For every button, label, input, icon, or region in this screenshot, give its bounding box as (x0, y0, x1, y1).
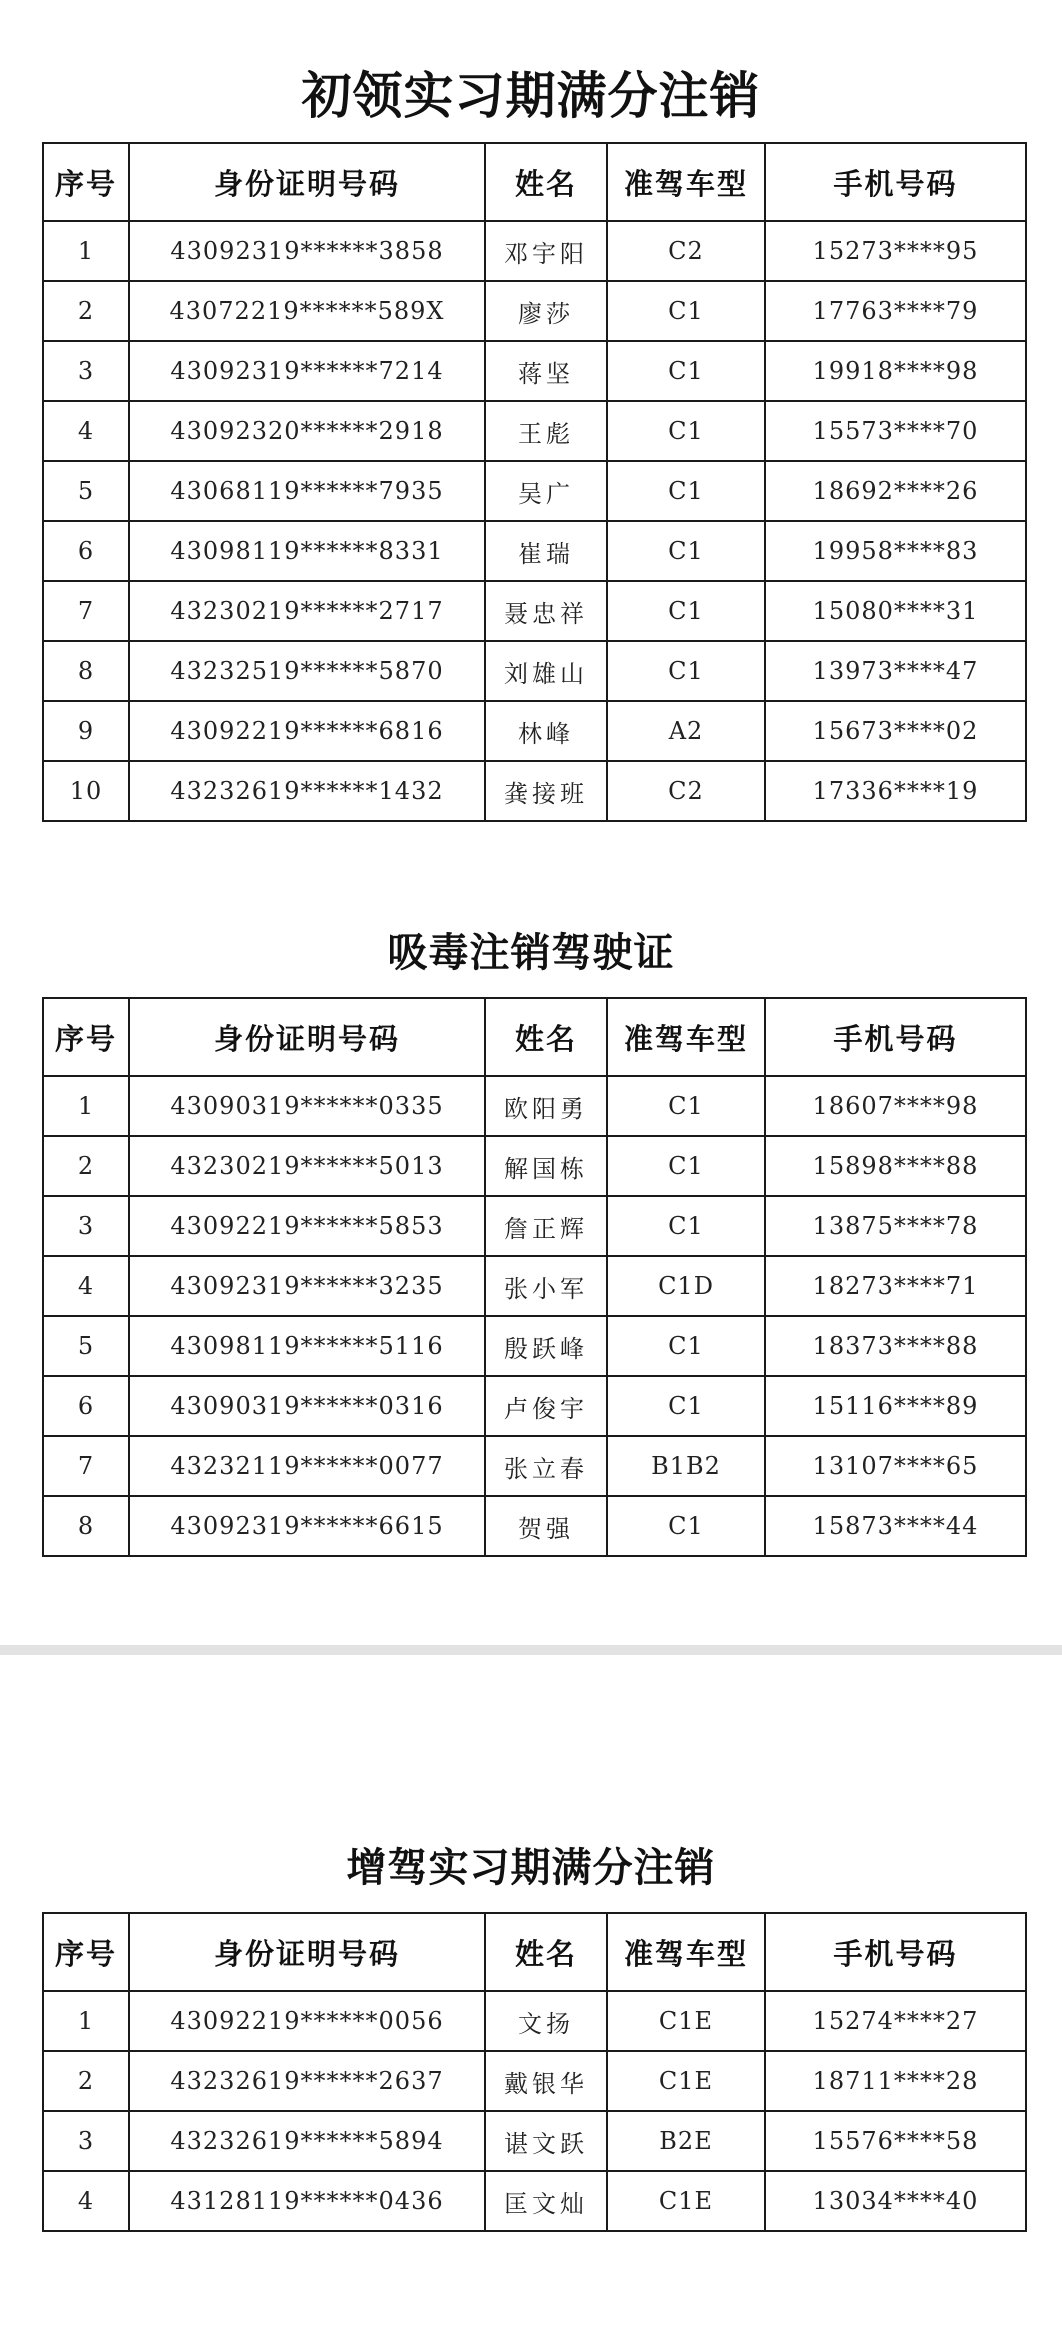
cell-phone: 15873****44 (765, 1496, 1026, 1556)
cell-license-type: C1 (607, 641, 765, 701)
cell-id-number: 43092319******6615 (129, 1496, 485, 1556)
cell-name: 廖莎 (485, 281, 607, 341)
header-id-number: 身份证明号码 (129, 143, 485, 221)
header-name: 姓名 (485, 143, 607, 221)
cell-name: 文扬 (485, 1991, 607, 2051)
cell-license-type: C1E (607, 2051, 765, 2111)
cell-seq: 3 (43, 2111, 129, 2171)
table-header-row (43, 998, 1026, 1076)
cell-name: 匡文灿 (485, 2171, 607, 2231)
table-row (43, 341, 1026, 401)
cell-phone: 15573****70 (765, 401, 1026, 461)
cell-id-number: 43092219******5853 (129, 1196, 485, 1256)
cell-phone: 18607****98 (765, 1076, 1026, 1136)
cell-seq: 2 (43, 281, 129, 341)
cell-name: 林峰 (485, 701, 607, 761)
cell-id-number: 43098119******5116 (129, 1316, 485, 1376)
cell-name: 邓宇阳 (485, 221, 607, 281)
cell-phone: 15898****88 (765, 1136, 1026, 1196)
table-row (43, 1436, 1026, 1496)
cell-phone: 15273****95 (765, 221, 1026, 281)
table-row (43, 1076, 1026, 1136)
cell-id-number: 43092219******0056 (129, 1991, 485, 2051)
cell-seq: 8 (43, 1496, 129, 1556)
cell-id-number: 43232119******0077 (129, 1436, 485, 1496)
cell-name: 聂忠祥 (485, 581, 607, 641)
cell-id-number: 43232619******5894 (129, 2111, 485, 2171)
cell-name: 戴银华 (485, 2051, 607, 2111)
header-license-type: 准驾车型 (607, 143, 765, 221)
cell-seq: 2 (43, 2051, 129, 2111)
cell-phone: 13973****47 (765, 641, 1026, 701)
cell-phone: 17763****79 (765, 281, 1026, 341)
cell-phone: 18711****28 (765, 2051, 1026, 2111)
section-title-drug-cancellation: 吸毒注销驾驶证 (387, 929, 675, 976)
cell-license-type: C1 (607, 1076, 765, 1136)
cell-license-type: C1 (607, 461, 765, 521)
cell-phone: 19918****98 (765, 341, 1026, 401)
cell-phone: 15274****27 (765, 1991, 1026, 2051)
table-row (43, 1316, 1026, 1376)
table-row (43, 1496, 1026, 1556)
table-row (43, 461, 1026, 521)
cell-name: 谌文跃 (485, 2111, 607, 2171)
header-license-type: 准驾车型 (607, 998, 765, 1076)
cell-phone: 13107****65 (765, 1436, 1026, 1496)
cell-license-type: C1E (607, 1991, 765, 2051)
cell-license-type: C2 (607, 221, 765, 281)
header-name: 姓名 (485, 1913, 607, 1991)
cell-name: 欧阳勇 (485, 1076, 607, 1136)
cell-id-number: 43092319******3858 (129, 221, 485, 281)
cell-id-number: 43098119******8331 (129, 521, 485, 581)
cell-name: 王彪 (485, 401, 607, 461)
cell-id-number: 43072219******589X (129, 281, 485, 341)
section-title-first-license: 初领实习期满分注销 (301, 66, 761, 125)
cell-id-number: 43232519******5870 (129, 641, 485, 701)
cell-seq: 6 (43, 1376, 129, 1436)
cell-phone: 19958****83 (765, 521, 1026, 581)
cell-phone: 13875****78 (765, 1196, 1026, 1256)
cell-seq: 2 (43, 1136, 129, 1196)
cell-license-type: C1 (607, 281, 765, 341)
cell-seq: 3 (43, 341, 129, 401)
cell-phone: 15116****89 (765, 1376, 1026, 1436)
cell-seq: 4 (43, 401, 129, 461)
cell-name: 崔瑞 (485, 521, 607, 581)
cell-license-type: C1 (607, 401, 765, 461)
table-row (43, 221, 1026, 281)
header-license-type: 准驾车型 (607, 1913, 765, 1991)
cell-license-type: C1E (607, 2171, 765, 2231)
table-row (43, 281, 1026, 341)
cell-seq: 10 (43, 761, 129, 821)
cell-id-number: 43092319******3235 (129, 1256, 485, 1316)
section-title-added-license: 增驾实习期满分注销 (346, 1844, 716, 1891)
cell-id-number: 43090319******0316 (129, 1376, 485, 1436)
cell-name: 解国栋 (485, 1136, 607, 1196)
cell-phone: 13034****40 (765, 2171, 1026, 2231)
cell-seq: 7 (43, 581, 129, 641)
cell-name: 殷跃峰 (485, 1316, 607, 1376)
table-row (43, 521, 1026, 581)
table-row (43, 1136, 1026, 1196)
table-row (43, 1991, 1026, 2051)
cell-name: 张小军 (485, 1256, 607, 1316)
cell-name: 吴广 (485, 461, 607, 521)
header-seq: 序号 (43, 143, 129, 221)
header-seq: 序号 (43, 1913, 129, 1991)
cell-seq: 9 (43, 701, 129, 761)
cell-seq: 3 (43, 1196, 129, 1256)
cell-license-type: B1B2 (607, 1436, 765, 1496)
table-row (43, 581, 1026, 641)
header-phone: 手机号码 (765, 143, 1026, 221)
table-row (43, 2171, 1026, 2231)
cell-seq: 4 (43, 1256, 129, 1316)
cell-name: 龚接班 (485, 761, 607, 821)
cell-phone: 18273****71 (765, 1256, 1026, 1316)
cell-license-type: C1D (607, 1256, 765, 1316)
table-row (43, 1376, 1026, 1436)
cell-id-number: 43232619******1432 (129, 761, 485, 821)
cell-license-type: B2E (607, 2111, 765, 2171)
cell-name: 蒋坚 (485, 341, 607, 401)
page-separator (0, 1645, 1062, 1655)
cell-id-number: 43090319******0335 (129, 1076, 485, 1136)
cell-name: 张立春 (485, 1436, 607, 1496)
table-row (43, 701, 1026, 761)
table-header-row (43, 1913, 1026, 1991)
header-phone: 手机号码 (765, 998, 1026, 1076)
cell-seq: 5 (43, 461, 129, 521)
cell-id-number: 43092319******7214 (129, 341, 485, 401)
cell-seq: 5 (43, 1316, 129, 1376)
table-header-row (43, 143, 1026, 221)
table-row (43, 401, 1026, 461)
cell-id-number: 43230219******5013 (129, 1136, 485, 1196)
cell-seq: 8 (43, 641, 129, 701)
cell-seq: 1 (43, 1076, 129, 1136)
cell-seq: 1 (43, 1991, 129, 2051)
cell-phone: 15080****31 (765, 581, 1026, 641)
cell-name: 卢俊宇 (485, 1376, 607, 1436)
cell-id-number: 43230219******2717 (129, 581, 485, 641)
cell-seq: 7 (43, 1436, 129, 1496)
cell-license-type: A2 (607, 701, 765, 761)
cell-name: 詹正辉 (485, 1196, 607, 1256)
cell-id-number: 43092219******6816 (129, 701, 485, 761)
cell-phone: 17336****19 (765, 761, 1026, 821)
table-first-license-cancellations (42, 142, 1027, 822)
cell-license-type: C1 (607, 1376, 765, 1436)
table-drug-cancellations (42, 997, 1027, 1557)
cell-seq: 6 (43, 521, 129, 581)
cell-phone: 18373****88 (765, 1316, 1026, 1376)
cell-id-number: 43092320******2918 (129, 401, 485, 461)
table-row (43, 2051, 1026, 2111)
cell-seq: 4 (43, 2171, 129, 2231)
header-id-number: 身份证明号码 (129, 998, 485, 1076)
table-row (43, 1196, 1026, 1256)
cell-license-type: C1 (607, 581, 765, 641)
cell-license-type: C1 (607, 1136, 765, 1196)
cell-name: 贺强 (485, 1496, 607, 1556)
cell-phone: 15576****58 (765, 2111, 1026, 2171)
cell-license-type: C1 (607, 1196, 765, 1256)
cell-license-type: C1 (607, 521, 765, 581)
header-seq: 序号 (43, 998, 129, 1076)
cell-id-number: 43068119******7935 (129, 461, 485, 521)
cell-phone: 18692****26 (765, 461, 1026, 521)
cell-name: 刘雄山 (485, 641, 607, 701)
cell-id-number: 43128119******0436 (129, 2171, 485, 2231)
table-added-license-cancellations (42, 1912, 1027, 2232)
cell-license-type: C1 (607, 1496, 765, 1556)
cell-license-type: C1 (607, 1316, 765, 1376)
table-row (43, 2111, 1026, 2171)
cell-license-type: C1 (607, 341, 765, 401)
table-row (43, 1256, 1026, 1316)
table-row (43, 641, 1026, 701)
cell-phone: 15673****02 (765, 701, 1026, 761)
table-row (43, 761, 1026, 821)
header-name: 姓名 (485, 998, 607, 1076)
cell-seq: 1 (43, 221, 129, 281)
header-id-number: 身份证明号码 (129, 1913, 485, 1991)
cell-id-number: 43232619******2637 (129, 2051, 485, 2111)
cell-license-type: C2 (607, 761, 765, 821)
header-phone: 手机号码 (765, 1913, 1026, 1991)
